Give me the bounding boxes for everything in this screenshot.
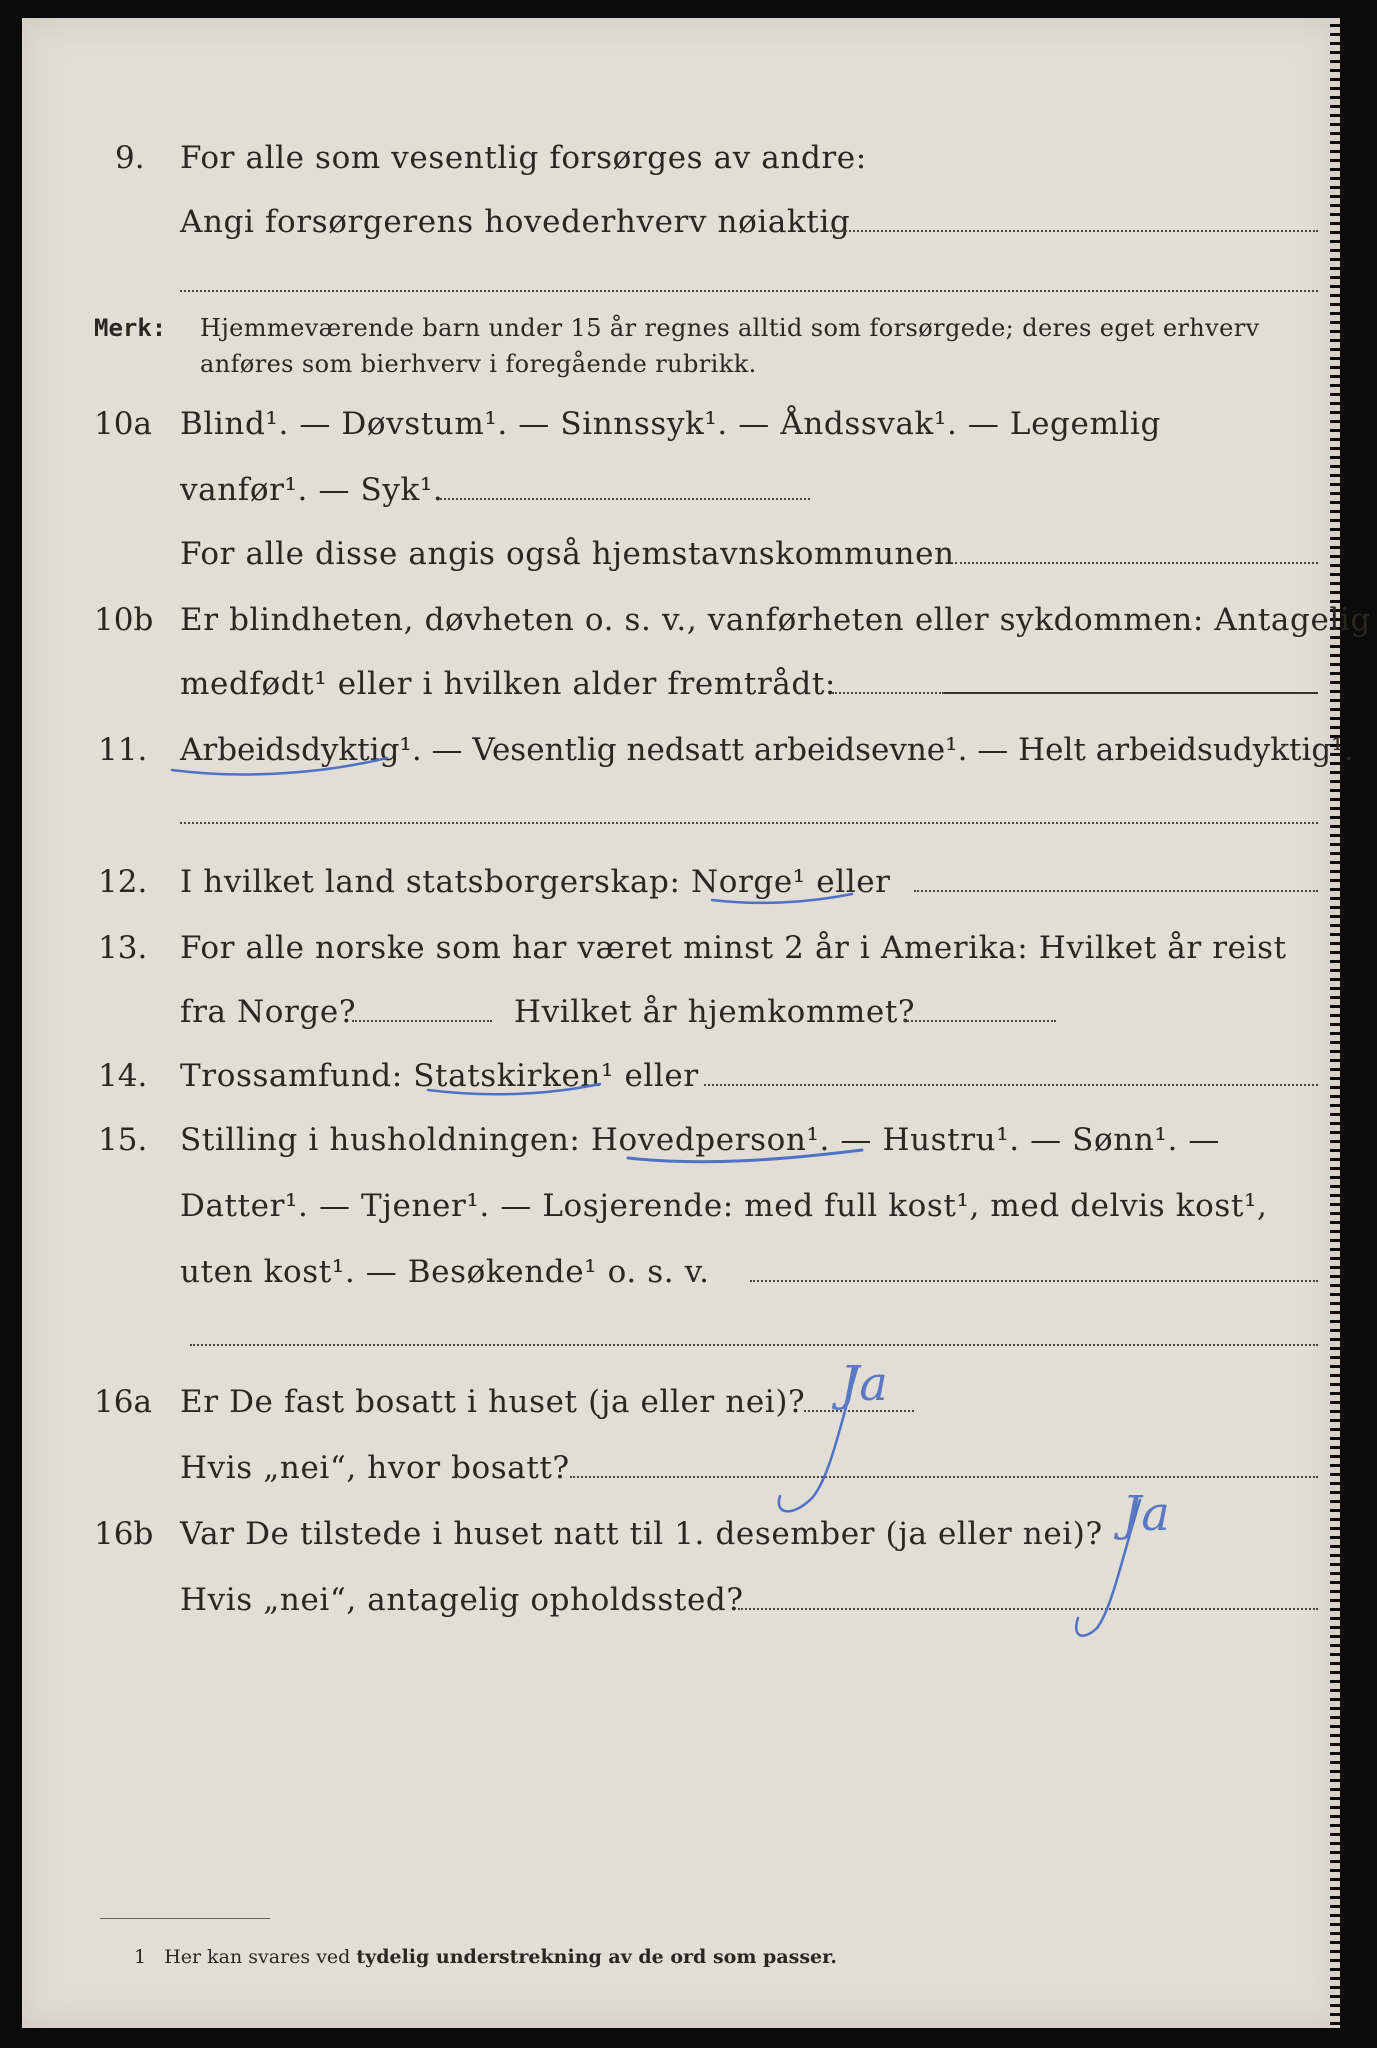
q13-line2a: fra Norge? <box>180 994 357 1030</box>
q15-line1: Stilling i husholdningen: Hovedperson¹. — Hustru¹. — Sønn¹. — <box>180 1122 1220 1158</box>
merk-line2: anføres som bierhverv i foregående rubrikk. <box>200 350 757 378</box>
q10a-line3: For alle disse angis også hjemstavnskommunen <box>180 536 955 572</box>
underline-arbeidsdyktig <box>172 758 387 774</box>
q10a-number: 10a <box>94 406 152 442</box>
q9-number: 9. <box>115 140 145 176</box>
footnote-mark: 1 <box>134 1946 147 1968</box>
underline-norge <box>712 894 852 903</box>
q16b-line2: Hvis „nei“, antagelig opholdssted? <box>180 1582 744 1618</box>
q9-question: For alle som vesentlig forsørges av andre: <box>180 140 867 176</box>
footnote-text: Her kan svares ved <box>164 1946 351 1968</box>
ja-answer-16b: Ja <box>1122 1486 1170 1542</box>
footnote <box>134 1946 837 1968</box>
merk-line1: Hjemmeværende barn under 15 år regnes alltid som forsørgede; deres eget erhverv <box>200 314 1260 342</box>
merk-label: Merk: <box>94 314 167 342</box>
q10a-line2: vanfør¹. — Syk¹. <box>180 472 444 508</box>
q15-line3: uten kost¹. — Besøkende¹ o. s. v. <box>180 1254 710 1290</box>
q14-line1: Trossamfund: Statskirken¹ eller <box>180 1058 699 1094</box>
q9-line2: Angi forsørgerens hovederhverv nøiaktig <box>180 204 851 240</box>
q12-number: 12. <box>98 864 148 900</box>
footnote-separator <box>100 1918 270 1919</box>
q16b-number: 16b <box>94 1516 154 1552</box>
q10a-line1: Blind¹. — Døvstum¹. — Sinnssyk¹. — Åndssvak¹. — Legemlig <box>180 406 1161 442</box>
q16a-line1: Er De fast bosatt i huset (ja eller nei)? <box>180 1384 806 1420</box>
q11-line1: Arbeidsdyktig¹. — Vesentlig nedsatt arbeidsevne¹. — Helt arbeidsudyktig¹. <box>180 732 1354 768</box>
q16b-line1: Var De tilstede i huset natt til 1. desember (ja eller nei)? <box>180 1516 1103 1552</box>
footnote-emphasis: tydelig understrekning av de ord som passer. <box>356 1946 837 1968</box>
q16a-line2: Hvis „nei“, hvor bosatt? <box>180 1450 570 1486</box>
underline-hovedperson <box>628 1150 862 1162</box>
census-form-page <box>22 18 1371 2028</box>
q13-number: 13. <box>98 930 148 966</box>
q12-line1: I hvilket land statsborgerskap: Norge¹ eller <box>180 864 891 900</box>
q13-line2b: Hvilket år hjemkommet? <box>514 994 916 1030</box>
q16a-number: 16a <box>94 1384 152 1420</box>
underline-statskirken <box>428 1084 600 1094</box>
q10b-line1: Er blindheten, døvheten o. s. v., vanførheten eller sykdommen: Antagelig <box>180 602 1371 638</box>
q10b-number: 10b <box>94 602 154 638</box>
handwriting-layer <box>22 18 1340 1718</box>
q14-number: 14. <box>98 1058 148 1094</box>
q15-line2: Datter¹. — Tjener¹. — Losjerende: med full kost¹, med delvis kost¹, <box>180 1188 1268 1224</box>
q15-number: 15. <box>98 1122 148 1158</box>
q10b-line2: medfødt¹ eller i hvilken alder fremtrådt: <box>180 666 836 702</box>
ja-answer-16a: Ja <box>840 1356 888 1412</box>
q13-line1: For alle norske som har været minst 2 år i Amerika: Hvilket år reist <box>180 930 1287 966</box>
q11-number: 11. <box>98 732 148 768</box>
